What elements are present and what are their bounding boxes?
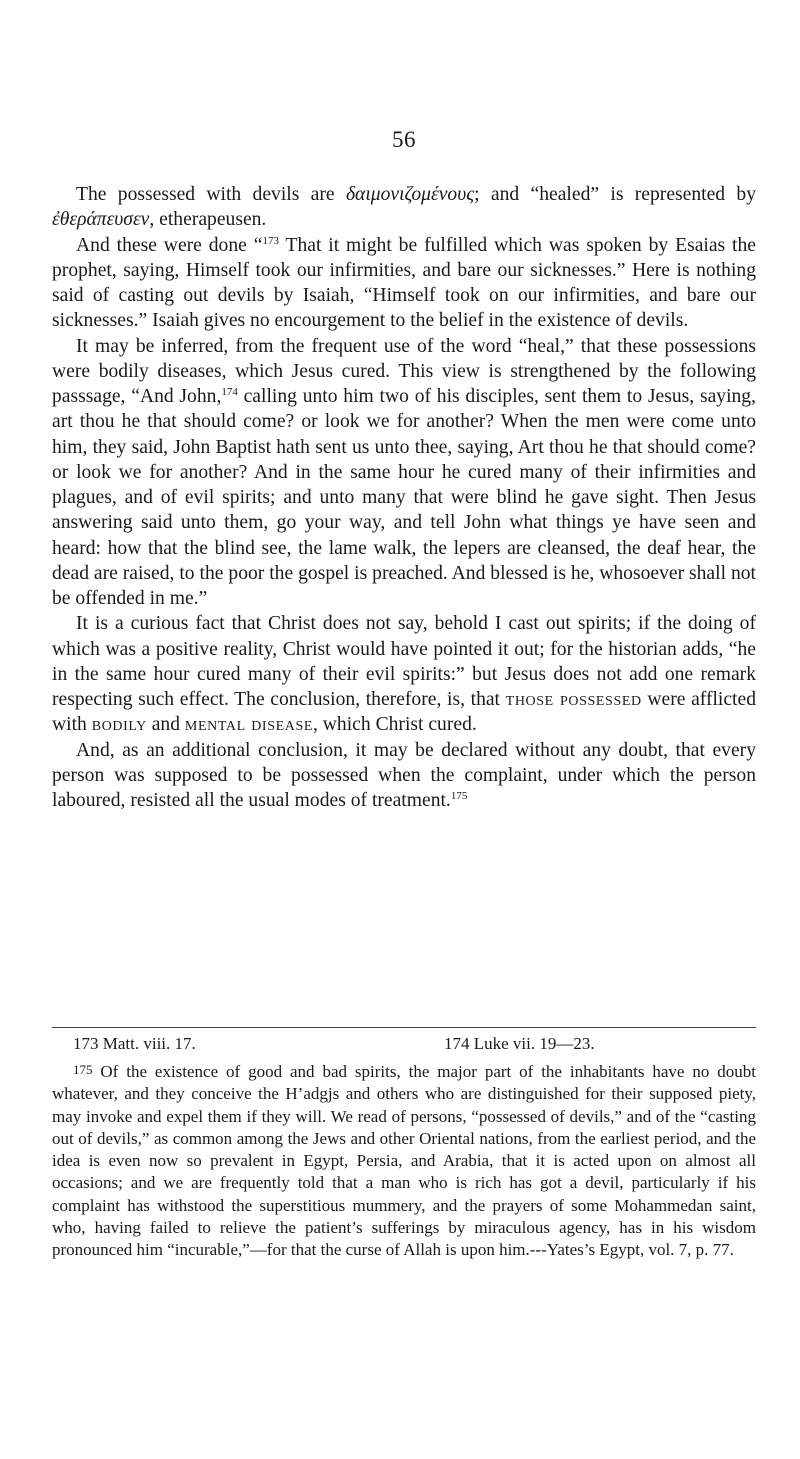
page-number: 56	[392, 127, 416, 152]
body-text	[52, 182, 756, 813]
text-run: and	[146, 714, 185, 736]
text-run: It may be inferred, from the frequent use of the word “heal,” that these possessions were bodily diseases, which Jesus cured. This view is strengthened by the following passsage, “And John,	[52, 335, 756, 407]
footnote-number: 175	[73, 1062, 93, 1077]
footnote-row	[52, 1033, 756, 1059]
text-run: The possessed with devils are	[76, 184, 346, 205]
footnote-175	[52, 1059, 756, 1262]
text-run: And, as an additional conclusion, it may be declared without any doubt, that every person was supposed to be possessed when the complaint, under which the person laboured, resisted all the usual modes of treatment.	[52, 739, 756, 811]
footnote-174: 174 Luke vii. 19—23.	[444, 1034, 595, 1053]
footnotes	[52, 1033, 756, 1262]
footnote-ref: 173	[262, 234, 279, 247]
footnote-ref: 174	[221, 386, 238, 398]
paragraph-3	[52, 334, 756, 612]
text-run: And these were done “	[76, 234, 263, 256]
small-caps-phrase: bodily	[91, 714, 147, 736]
greek-word: δαιμονιζομένους	[345, 184, 475, 205]
text-run: , which Christ cured.	[312, 714, 477, 736]
small-caps-phrase: those possessed	[505, 689, 642, 710]
text-run: , etherapeusen.	[149, 209, 267, 231]
paragraph-4	[52, 611, 756, 737]
greek-word: ἐθεράπευσεν	[52, 209, 150, 231]
footnote-text: Of the existence of good and bad spirits, the major part of the inhabitants have no doubt whatever, and they conceive the H’adgjs and others who are distinguished for their supposed piety, may invoke and expel them if they will. We read of persons, “possessed of devils,” and of the “casting out of devils,” as common among the Jews and other Oriental nations, from the earliest period, and the idea is even now so prevalent in Egypt, Persia, and Arabia, that it is acted upon on almost all occasions; and we are frequently told that a man who is rich has got a devil, particularly if his complaint has withstood the superstitious mummery, and the prayers of some Mohammedan saint, who, having failed to relieve the patient’s sufferings by miraculous agency, has in his wisdom pronounced him “incurable,”—for that the curse of Allah is upon him.---Yates’s Egypt, vol. 7, p. 77.	[52, 1062, 756, 1260]
text-run: calling unto him two of his disciples, sent them to Jesus, saying, art thou he that should come? or look we for another? When the men were come unto him, they said, John Baptist hath sent us unto thee, saying, Art thou he that should come? or look we for another? And in the same hour he cured many of their infirmities and plagues, and of evil spirits; and unto many that were blind he gave sight. Then Jesus answering said unto them, go your way, and tell John what things ye have seen and heard: how that the blind see, the lame walk, the lepers are cleansed, the deaf hear, the dead are raised, to the poor the gospel is preached. And blessed is he, whosoever shall not be offended in me.”	[52, 386, 756, 609]
small-caps-phrase: mental disease	[184, 714, 313, 736]
footnote-divider	[52, 1027, 756, 1028]
text-run: were afflicted with	[52, 689, 756, 736]
footnote-ref: 175	[450, 790, 468, 802]
footnote-173: 173 Matt. viii. 17.	[73, 1034, 196, 1053]
paragraph-5	[52, 738, 756, 814]
paragraph-2	[52, 233, 756, 334]
text-run: ; and “healed” is represented by	[474, 184, 756, 205]
text-run: That it might be fulfilled which was spoken by Esaias the prophet, saying, Himself took our infirmities, and bare our sicknesses.” Here is nothing said of casting out devils by Isaiah, “Himself took on our infirmities, and bare our sicknesses.” Isaiah gives no encourgement to the belief in the existence of devils.	[52, 234, 756, 332]
paragraph-1	[52, 182, 756, 233]
text-run: It is a curious fact that Christ does not say, behold I cast out spirits; if the doing of which was a positive reality, Christ would have pointed it out; for the historian adds, “he in the same hour cured many of their evil spirits:” but Jesus does not add one remark respecting such effect. The conclusion, therefore, is, that	[52, 613, 756, 710]
